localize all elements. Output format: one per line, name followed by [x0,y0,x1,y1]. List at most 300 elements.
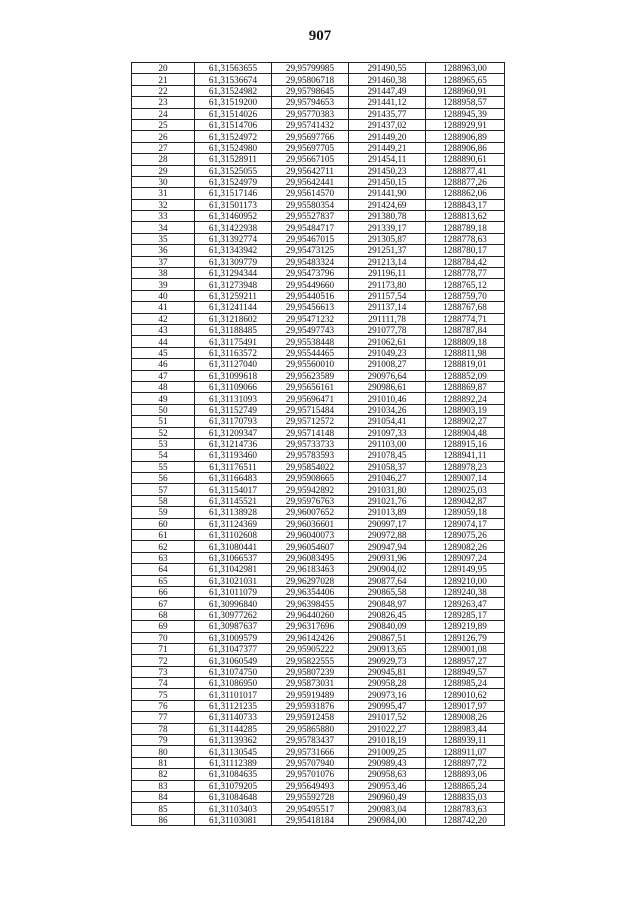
point-number-cell: 63 [132,552,195,563]
latitude-cell: 61,31112389 [195,757,272,768]
x-coordinate-cell: 291013,89 [349,507,426,518]
y-coordinate-cell: 1289263,47 [426,598,505,609]
point-number-cell: 48 [132,381,195,392]
y-coordinate-cell: 1288890,61 [426,154,505,165]
y-coordinate-cell: 1288783,63 [426,803,505,814]
point-number-cell: 59 [132,507,195,518]
x-coordinate-cell: 290983,04 [349,803,426,814]
table-row [132,199,505,210]
latitude-cell: 61,31273948 [195,279,272,290]
longitude-cell: 29,96036601 [272,518,349,529]
table-row [132,769,505,780]
x-coordinate-cell: 291103,00 [349,438,426,449]
longitude-cell: 29,96083495 [272,552,349,563]
table-row [132,222,505,233]
x-coordinate-cell: 291435,77 [349,108,426,119]
point-number-cell: 82 [132,769,195,780]
longitude-cell: 29,96183463 [272,564,349,575]
longitude-cell: 29,95715484 [272,404,349,415]
y-coordinate-cell: 1288978,23 [426,461,505,472]
latitude-cell: 61,31218602 [195,313,272,324]
longitude-cell: 29,95712572 [272,416,349,427]
table-row [132,268,505,279]
table-row [132,359,505,370]
x-coordinate-cell: 291449,21 [349,142,426,153]
longitude-cell: 29,95592728 [272,792,349,803]
x-coordinate-cell: 291441,12 [349,97,426,108]
x-coordinate-cell: 291062,61 [349,336,426,347]
longitude-cell: 29,95908665 [272,473,349,484]
longitude-cell: 29,95642711 [272,165,349,176]
table-row [132,211,505,222]
latitude-cell: 61,31066537 [195,552,272,563]
y-coordinate-cell: 1288893,06 [426,769,505,780]
x-coordinate-cell: 291196,11 [349,268,426,279]
table-row [132,427,505,438]
latitude-cell: 61,31080441 [195,541,272,552]
point-number-cell: 43 [132,324,195,335]
longitude-cell: 29,95667105 [272,154,349,165]
longitude-cell: 29,95714148 [272,427,349,438]
table-row [132,324,505,335]
longitude-cell: 29,95580354 [272,199,349,210]
point-number-cell: 75 [132,689,195,700]
x-coordinate-cell: 290960,49 [349,792,426,803]
point-number-cell: 68 [132,609,195,620]
table-row [132,564,505,575]
y-coordinate-cell: 1289074,17 [426,518,505,529]
y-coordinate-cell: 1288949,57 [426,666,505,677]
x-coordinate-cell: 290953,46 [349,780,426,791]
latitude-cell: 61,31139362 [195,735,272,746]
latitude-cell: 61,31086950 [195,678,272,689]
latitude-cell: 61,31103403 [195,803,272,814]
x-coordinate-cell: 291049,23 [349,347,426,358]
table-row [132,803,505,814]
table-row [132,655,505,666]
table-row [132,438,505,449]
point-number-cell: 71 [132,643,195,654]
point-number-cell: 78 [132,723,195,734]
x-coordinate-cell: 291454,11 [349,154,426,165]
latitude-cell: 61,31074750 [195,666,272,677]
longitude-cell: 29,95731666 [272,746,349,757]
longitude-cell: 29,95696471 [272,393,349,404]
table-row [132,780,505,791]
table-row [132,347,505,358]
point-number-cell: 57 [132,484,195,495]
point-number-cell: 31 [132,188,195,199]
longitude-cell: 29,95822555 [272,655,349,666]
x-coordinate-cell: 291046,27 [349,473,426,484]
longitude-cell: 29,95473125 [272,245,349,256]
x-coordinate-cell: 290947,94 [349,541,426,552]
point-number-cell: 41 [132,302,195,313]
point-number-cell: 55 [132,461,195,472]
point-number-cell: 64 [132,564,195,575]
y-coordinate-cell: 1288963,00 [426,63,505,74]
table-row [132,689,505,700]
longitude-cell: 29,95697766 [272,131,349,142]
point-number-cell: 86 [132,814,195,825]
longitude-cell: 29,95794653 [272,97,349,108]
latitude-cell: 61,31517146 [195,188,272,199]
table-row [132,484,505,495]
longitude-cell: 29,95912458 [272,712,349,723]
x-coordinate-cell: 290972,88 [349,530,426,541]
table-row [132,393,505,404]
point-number-cell: 28 [132,154,195,165]
x-coordinate-cell: 291380,78 [349,211,426,222]
latitude-cell: 61,31501173 [195,199,272,210]
latitude-cell: 61,31209347 [195,427,272,438]
point-number-cell: 23 [132,97,195,108]
table-row [132,142,505,153]
y-coordinate-cell: 1288742,20 [426,814,505,825]
point-number-cell: 74 [132,678,195,689]
table-row [132,700,505,711]
longitude-cell: 29,95544465 [272,347,349,358]
longitude-cell: 29,95873031 [272,678,349,689]
point-number-cell: 30 [132,176,195,187]
y-coordinate-cell: 1288983,44 [426,723,505,734]
x-coordinate-cell: 291424,69 [349,199,426,210]
longitude-cell: 29,95798645 [272,85,349,96]
table-row [132,518,505,529]
table-row [132,461,505,472]
coordinates-table [131,62,505,826]
point-number-cell: 60 [132,518,195,529]
latitude-cell: 61,31536674 [195,74,272,85]
y-coordinate-cell: 1288965,65 [426,74,505,85]
y-coordinate-cell: 1288929,91 [426,119,505,130]
x-coordinate-cell: 290826,45 [349,609,426,620]
table-row [132,404,505,415]
longitude-cell: 29,95865880 [272,723,349,734]
longitude-cell: 29,95701076 [272,769,349,780]
point-number-cell: 69 [132,621,195,632]
table-row [132,154,505,165]
point-number-cell: 58 [132,495,195,506]
y-coordinate-cell: 1288835,03 [426,792,505,803]
x-coordinate-cell: 291450,23 [349,165,426,176]
x-coordinate-cell: 291017,52 [349,712,426,723]
table-row [132,814,505,825]
y-coordinate-cell: 1288892,24 [426,393,505,404]
x-coordinate-cell: 291447,49 [349,85,426,96]
latitude-cell: 61,31241144 [195,302,272,313]
x-coordinate-cell: 290904,02 [349,564,426,575]
latitude-cell: 61,31079205 [195,780,272,791]
x-coordinate-cell: 290989,43 [349,757,426,768]
table-row [132,108,505,119]
latitude-cell: 61,31519200 [195,97,272,108]
longitude-cell: 29,95656161 [272,381,349,392]
longitude-cell: 29,96054607 [272,541,349,552]
page-number: 907 [308,28,332,44]
point-number-cell: 50 [132,404,195,415]
y-coordinate-cell: 1289097,24 [426,552,505,563]
x-coordinate-cell: 291009,25 [349,746,426,757]
longitude-cell: 29,95538448 [272,336,349,347]
point-number-cell: 25 [132,119,195,130]
point-number-cell: 44 [132,336,195,347]
point-number-cell: 56 [132,473,195,484]
latitude-cell: 61,31460952 [195,211,272,222]
longitude-cell: 29,95623589 [272,370,349,381]
y-coordinate-cell: 1289025,03 [426,484,505,495]
y-coordinate-cell: 1288789,18 [426,222,505,233]
x-coordinate-cell: 290997,17 [349,518,426,529]
longitude-cell: 29,95649493 [272,780,349,791]
point-number-cell: 83 [132,780,195,791]
table-row [132,233,505,244]
y-coordinate-cell: 1289240,38 [426,586,505,597]
longitude-cell: 29,95440516 [272,290,349,301]
y-coordinate-cell: 1288958,57 [426,97,505,108]
y-coordinate-cell: 1288819,01 [426,359,505,370]
latitude-cell: 61,31514706 [195,119,272,130]
latitude-cell: 61,31130545 [195,746,272,757]
table-row [132,97,505,108]
latitude-cell: 61,31047377 [195,643,272,654]
y-coordinate-cell: 1288865,24 [426,780,505,791]
table-row [132,131,505,142]
longitude-cell: 29,95707940 [272,757,349,768]
point-number-cell: 53 [132,438,195,449]
y-coordinate-cell: 1289059,18 [426,507,505,518]
x-coordinate-cell: 291021,76 [349,495,426,506]
x-coordinate-cell: 290877,64 [349,575,426,586]
point-number-cell: 77 [132,712,195,723]
table-row [132,507,505,518]
longitude-cell: 29,96317696 [272,621,349,632]
y-coordinate-cell: 1288862,06 [426,188,505,199]
longitude-cell: 29,95783593 [272,450,349,461]
x-coordinate-cell: 291111,78 [349,313,426,324]
latitude-cell: 61,31154017 [195,484,272,495]
longitude-cell: 29,95976763 [272,495,349,506]
x-coordinate-cell: 291034,26 [349,404,426,415]
latitude-cell: 61,31175491 [195,336,272,347]
point-number-cell: 42 [132,313,195,324]
x-coordinate-cell: 290840,09 [349,621,426,632]
y-coordinate-cell: 1288765,12 [426,279,505,290]
x-coordinate-cell: 291097,33 [349,427,426,438]
table-row [132,313,505,324]
x-coordinate-cell: 291010,46 [349,393,426,404]
y-coordinate-cell: 1288811,98 [426,347,505,358]
latitude-cell: 61,31011079 [195,586,272,597]
latitude-cell: 61,31127040 [195,359,272,370]
table-row [132,381,505,392]
point-number-cell: 81 [132,757,195,768]
table-row [132,119,505,130]
y-coordinate-cell: 1289008,26 [426,712,505,723]
point-number-cell: 39 [132,279,195,290]
latitude-cell: 61,31103081 [195,814,272,825]
point-number-cell: 84 [132,792,195,803]
latitude-cell: 61,31166483 [195,473,272,484]
longitude-cell: 29,96297028 [272,575,349,586]
x-coordinate-cell: 291305,87 [349,233,426,244]
table-row [132,792,505,803]
x-coordinate-cell: 290986,61 [349,381,426,392]
y-coordinate-cell: 1289017,97 [426,700,505,711]
y-coordinate-cell: 1288877,26 [426,176,505,187]
longitude-cell: 29,95614570 [272,188,349,199]
point-number-cell: 73 [132,666,195,677]
latitude-cell: 61,31042981 [195,564,272,575]
point-number-cell: 21 [132,74,195,85]
x-coordinate-cell: 291078,45 [349,450,426,461]
longitude-cell: 29,95483324 [272,256,349,267]
latitude-cell: 61,31121235 [195,700,272,711]
y-coordinate-cell: 1288945,39 [426,108,505,119]
table-row [132,336,505,347]
longitude-cell: 29,95484717 [272,222,349,233]
longitude-cell: 29,96142426 [272,632,349,643]
x-coordinate-cell: 290958,28 [349,678,426,689]
x-coordinate-cell: 290931,96 [349,552,426,563]
y-coordinate-cell: 1288904,48 [426,427,505,438]
x-coordinate-cell: 291031,80 [349,484,426,495]
table-row [132,85,505,96]
table-row [132,473,505,484]
latitude-cell: 61,31343942 [195,245,272,256]
longitude-cell: 29,95560010 [272,359,349,370]
x-coordinate-cell: 291251,37 [349,245,426,256]
x-coordinate-cell: 291441,90 [349,188,426,199]
point-number-cell: 33 [132,211,195,222]
latitude-cell: 61,30977262 [195,609,272,620]
latitude-cell: 61,31109066 [195,381,272,392]
x-coordinate-cell: 291077,78 [349,324,426,335]
longitude-cell: 29,96398455 [272,598,349,609]
latitude-cell: 61,31101017 [195,689,272,700]
table-row [132,598,505,609]
y-coordinate-cell: 1288809,18 [426,336,505,347]
y-coordinate-cell: 1289007,14 [426,473,505,484]
table-row [132,746,505,757]
y-coordinate-cell: 1289285,17 [426,609,505,620]
latitude-cell: 61,30996840 [195,598,272,609]
x-coordinate-cell: 290865,58 [349,586,426,597]
longitude-cell: 29,96007652 [272,507,349,518]
latitude-cell: 61,31528911 [195,154,272,165]
x-coordinate-cell: 291339,17 [349,222,426,233]
point-number-cell: 38 [132,268,195,279]
longitude-cell: 29,95449660 [272,279,349,290]
y-coordinate-cell: 1288960,91 [426,85,505,96]
y-coordinate-cell: 1288787,84 [426,324,505,335]
table-row [132,609,505,620]
longitude-cell: 29,95919489 [272,689,349,700]
point-number-cell: 34 [132,222,195,233]
table-row [132,176,505,187]
longitude-cell: 29,95697705 [272,142,349,153]
longitude-cell: 29,95495517 [272,803,349,814]
coordinates-table-body [132,63,505,826]
point-number-cell: 70 [132,632,195,643]
y-coordinate-cell: 1288897,72 [426,757,505,768]
latitude-cell: 61,31524982 [195,85,272,96]
latitude-cell: 61,31309779 [195,256,272,267]
x-coordinate-cell: 291460,38 [349,74,426,85]
longitude-cell: 29,95799985 [272,63,349,74]
table-row [132,735,505,746]
point-number-cell: 26 [132,131,195,142]
longitude-cell: 29,95770383 [272,108,349,119]
point-number-cell: 80 [132,746,195,757]
table-row [132,302,505,313]
x-coordinate-cell: 291449,20 [349,131,426,142]
y-coordinate-cell: 1288869,87 [426,381,505,392]
longitude-cell: 29,95473796 [272,268,349,279]
point-number-cell: 22 [132,85,195,96]
latitude-cell: 61,31144285 [195,723,272,734]
point-number-cell: 37 [132,256,195,267]
point-number-cell: 62 [132,541,195,552]
latitude-cell: 61,31084635 [195,769,272,780]
table-row [132,290,505,301]
point-number-cell: 52 [132,427,195,438]
table-row [132,666,505,677]
longitude-cell: 29,95931876 [272,700,349,711]
latitude-cell: 61,31102608 [195,530,272,541]
y-coordinate-cell: 1289126,79 [426,632,505,643]
table-row [132,712,505,723]
latitude-cell: 61,31099618 [195,370,272,381]
latitude-cell: 61,31145521 [195,495,272,506]
longitude-cell: 29,95471232 [272,313,349,324]
latitude-cell: 61,31131093 [195,393,272,404]
x-coordinate-cell: 290973,16 [349,689,426,700]
y-coordinate-cell: 1288906,89 [426,131,505,142]
longitude-cell: 29,95783437 [272,735,349,746]
y-coordinate-cell: 1288774,71 [426,313,505,324]
x-coordinate-cell: 291008,27 [349,359,426,370]
latitude-cell: 61,31021031 [195,575,272,586]
table-row [132,678,505,689]
y-coordinate-cell: 1288780,17 [426,245,505,256]
point-number-cell: 46 [132,359,195,370]
y-coordinate-cell: 1289042,87 [426,495,505,506]
longitude-cell: 29,95733733 [272,438,349,449]
point-number-cell: 20 [132,63,195,74]
table-row [132,586,505,597]
longitude-cell: 29,95418184 [272,814,349,825]
point-number-cell: 66 [132,586,195,597]
longitude-cell: 29,95942892 [272,484,349,495]
longitude-cell: 29,96354406 [272,586,349,597]
table-row [132,530,505,541]
table-row [132,74,505,85]
x-coordinate-cell: 291450,15 [349,176,426,187]
x-coordinate-cell: 290929,73 [349,655,426,666]
table-row [132,370,505,381]
point-number-cell: 29 [132,165,195,176]
latitude-cell: 61,31060549 [195,655,272,666]
table-row [132,245,505,256]
table-row [132,416,505,427]
x-coordinate-cell: 291490,55 [349,63,426,74]
table-row [132,552,505,563]
y-coordinate-cell: 1289210,00 [426,575,505,586]
y-coordinate-cell: 1288902,27 [426,416,505,427]
latitude-cell: 61,31163572 [195,347,272,358]
point-number-cell: 85 [132,803,195,814]
